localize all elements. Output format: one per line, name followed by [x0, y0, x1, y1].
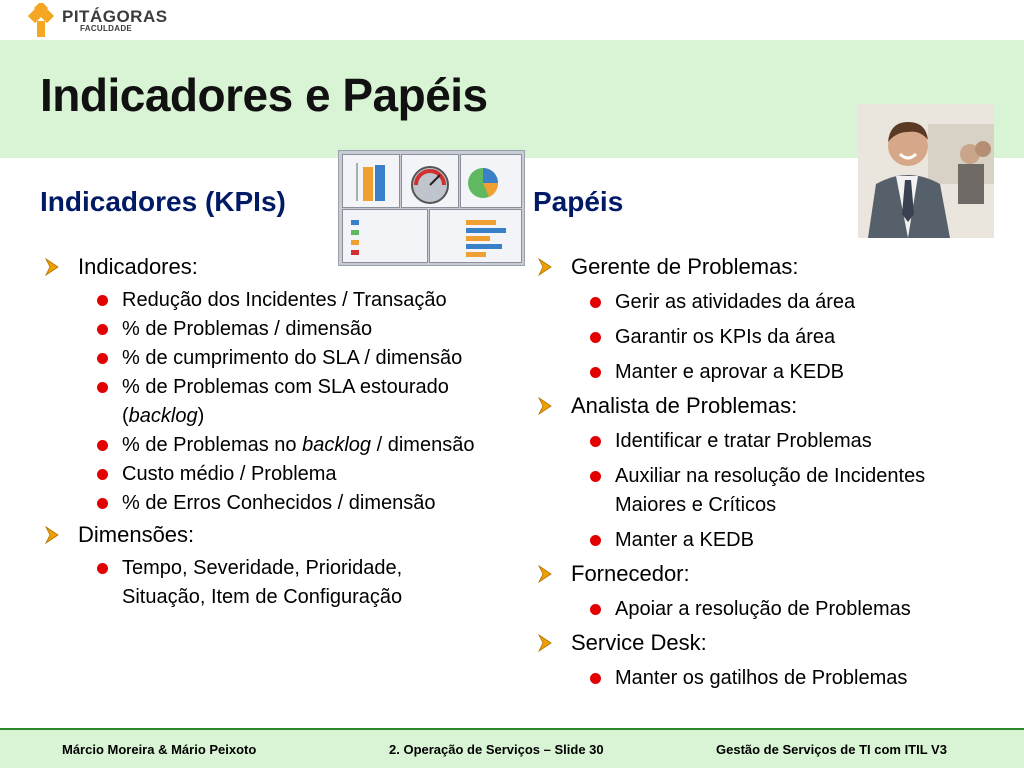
bullet-dot-icon [97, 498, 108, 509]
section-label: Gerente de Problemas: [571, 254, 799, 279]
pitagoras-logo [28, 2, 168, 38]
businessman-photo [858, 104, 994, 238]
kpis-column [40, 254, 480, 612]
list-item: Manter os gatilhos de Problemas [533, 664, 993, 693]
bullet-dot-icon [590, 535, 601, 546]
pie-chart-tile [460, 154, 522, 208]
bullet-dot-icon [97, 324, 108, 335]
roles-heading: Papéis [533, 186, 624, 217]
bullet-dot-icon [97, 382, 108, 393]
kpis-heading: Indicadores (KPIs) [40, 186, 286, 217]
bullet-dot-icon [97, 469, 108, 480]
bullet-dot-icon [97, 353, 108, 364]
footer-slide-number: 2. Operação de Serviços – Slide 30 [389, 742, 604, 757]
list-item: % de Problemas com SLA estourado (backlog) [40, 373, 480, 431]
list-item: % de Erros Conhecidos / dimensão [40, 489, 480, 518]
bullet-dot-icon [590, 673, 601, 684]
section-label: Service Desk: [571, 630, 707, 655]
section-gerente [533, 254, 993, 280]
logo-subtitle: FACULDADE [80, 23, 133, 33]
list-item: Gerir as atividades da área [533, 288, 993, 317]
arrow-bullet-icon [537, 565, 553, 583]
list-item: Manter e aprovar a KEDB [533, 358, 993, 387]
list-item: Tempo, Severidade, Prioridade, Situação, Item de Configuração [40, 554, 480, 612]
section-dimensoes [40, 522, 480, 548]
section-label: Analista de Problemas: [571, 393, 798, 418]
list-item: Auxiliar na resolução de Incidentes Maiores e Críticos [533, 462, 993, 520]
list-item: Apoiar a resolução de Problemas [533, 595, 993, 624]
logo-icon [28, 3, 56, 37]
list-item: % de Problemas / dimensão [40, 315, 480, 344]
arrow-bullet-icon [537, 634, 553, 652]
footer-course: Gestão de Serviços de TI com ITIL V3 [716, 742, 947, 757]
list-item: % de Problemas no backlog / dimensão [40, 431, 480, 460]
bullet-dot-icon [590, 471, 601, 482]
arrow-bullet-icon [537, 397, 553, 415]
list-item: % de cumprimento do SLA / dimensão [40, 344, 480, 373]
bullet-dot-icon [97, 563, 108, 574]
bullet-dot-icon [97, 295, 108, 306]
top-bar [0, 0, 1024, 40]
section-analista [533, 393, 993, 419]
section-fornecedor [533, 561, 993, 587]
list-item: Redução dos Incidentes / Transação [40, 286, 480, 315]
list-item: Manter a KEDB [533, 526, 993, 555]
section-label: Indicadores: [78, 254, 198, 279]
kpi-dashboard-image [338, 150, 525, 266]
arrow-bullet-icon [44, 258, 60, 276]
bullet-dot-icon [590, 436, 601, 447]
arrow-bullet-icon [44, 526, 60, 544]
bullet-dot-icon [590, 367, 601, 378]
roles-column [533, 254, 993, 699]
section-label: Dimensões: [78, 522, 195, 547]
bullet-dot-icon [97, 440, 108, 451]
headcount-chart-tile [342, 154, 400, 208]
list-item: Custo médio / Problema [40, 460, 480, 489]
gauge-tile [401, 154, 459, 208]
list-item: Garantir os KPIs da área [533, 323, 993, 352]
section-indicadores [40, 254, 480, 280]
bullet-dot-icon [590, 604, 601, 615]
section-label: Fornecedor: [571, 561, 690, 586]
arrow-bullet-icon [537, 258, 553, 276]
bullet-dot-icon [590, 332, 601, 343]
page-title: Indicadores e Papéis [40, 69, 488, 121]
bullet-dot-icon [590, 297, 601, 308]
section-service-desk [533, 630, 993, 656]
list-item: Identificar e tratar Problemas [533, 427, 993, 456]
logo-name: PITÁGORAS [62, 6, 168, 26]
footer-authors: Márcio Moreira & Mário Peixoto [62, 742, 257, 757]
